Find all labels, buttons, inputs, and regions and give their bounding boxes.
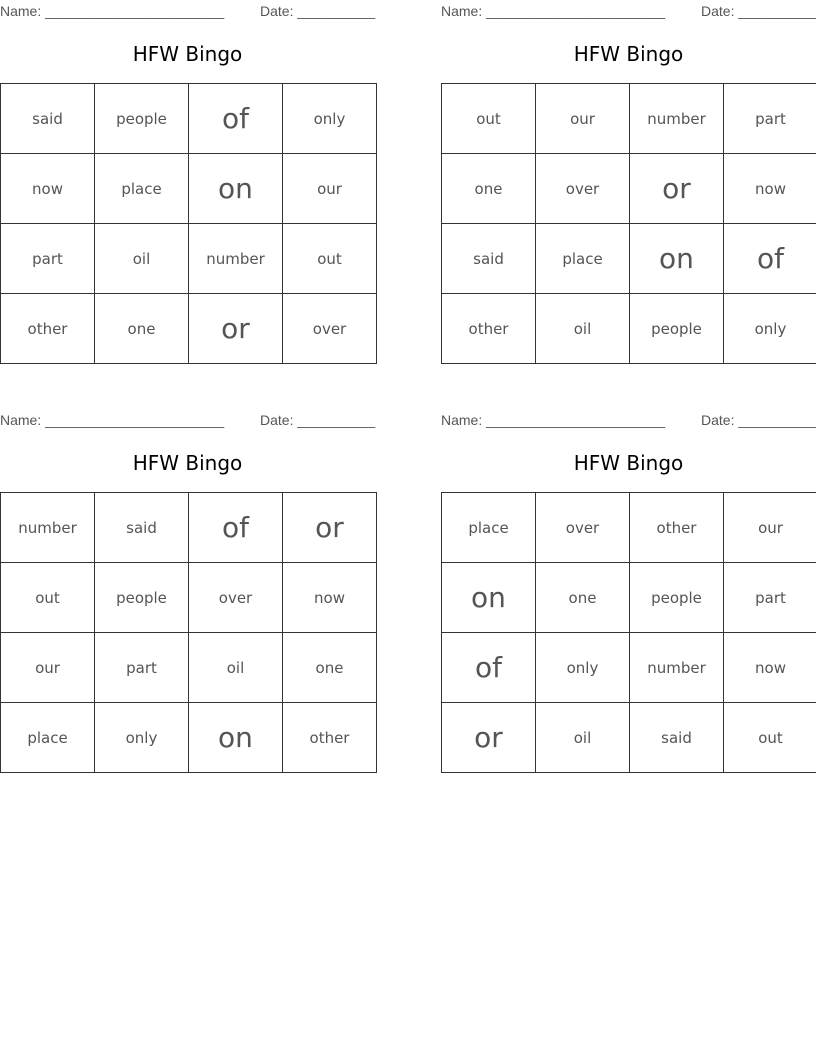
grid-cell: of bbox=[189, 84, 283, 154]
grid-row bbox=[442, 633, 816, 703]
card-title: HFW Bingo bbox=[573, 42, 684, 66]
grid-cell: out bbox=[724, 703, 816, 773]
grid-row bbox=[442, 154, 816, 224]
grid-cell: on bbox=[189, 703, 283, 773]
bingo-grid bbox=[0, 83, 377, 364]
grid-row bbox=[442, 224, 816, 294]
grid-cell: oil bbox=[189, 633, 283, 703]
grid-row bbox=[442, 84, 816, 154]
grid-cell: people bbox=[630, 563, 724, 633]
grid-cell: other bbox=[442, 294, 536, 364]
grid-row bbox=[442, 563, 816, 633]
name-date-row bbox=[0, 3, 375, 19]
grid-cell: over bbox=[536, 493, 630, 563]
grid-row bbox=[442, 703, 816, 773]
name-line: Name: _______________________ bbox=[441, 3, 666, 19]
grid-cell: other bbox=[283, 703, 377, 773]
date-line: Date: __________ bbox=[701, 3, 816, 19]
grid-cell: or bbox=[283, 493, 377, 563]
grid-cell: oil bbox=[536, 703, 630, 773]
grid-cell: only bbox=[95, 703, 189, 773]
grid-cell: one bbox=[442, 154, 536, 224]
grid-cell: our bbox=[724, 493, 816, 563]
grid-cell: number bbox=[630, 633, 724, 703]
grid-cell: place bbox=[536, 224, 630, 294]
grid-cell: or bbox=[630, 154, 724, 224]
grid-cell: or bbox=[189, 294, 283, 364]
grid-cell: out bbox=[1, 563, 95, 633]
grid-row bbox=[1, 224, 377, 294]
grid-cell: only bbox=[283, 84, 377, 154]
grid-row bbox=[1, 294, 377, 364]
grid-cell: number bbox=[630, 84, 724, 154]
grid-cell: place bbox=[442, 493, 536, 563]
grid-cell: people bbox=[630, 294, 724, 364]
name-date-row bbox=[441, 3, 816, 19]
grid-cell: over bbox=[189, 563, 283, 633]
grid-cell: of bbox=[189, 493, 283, 563]
card-title: HFW Bingo bbox=[573, 451, 684, 475]
bingo-grid bbox=[441, 83, 816, 364]
grid-cell: said bbox=[442, 224, 536, 294]
card-title: HFW Bingo bbox=[132, 451, 243, 475]
grid-cell: our bbox=[1, 633, 95, 703]
grid-cell: place bbox=[1, 703, 95, 773]
name-line: Name: _______________________ bbox=[441, 412, 666, 428]
bingo-card-1 bbox=[0, 0, 375, 365]
grid-cell: part bbox=[95, 633, 189, 703]
grid-row bbox=[442, 493, 816, 563]
grid-cell: one bbox=[283, 633, 377, 703]
grid-cell: of bbox=[442, 633, 536, 703]
date-line: Date: __________ bbox=[701, 412, 816, 428]
grid-row bbox=[1, 703, 377, 773]
grid-cell: people bbox=[95, 563, 189, 633]
grid-cell: over bbox=[536, 154, 630, 224]
grid-cell: oil bbox=[95, 224, 189, 294]
grid-cell: said bbox=[630, 703, 724, 773]
grid-cell: part bbox=[1, 224, 95, 294]
grid-cell: of bbox=[724, 224, 816, 294]
grid-row bbox=[1, 633, 377, 703]
grid-cell: over bbox=[283, 294, 377, 364]
grid-cell: people bbox=[95, 84, 189, 154]
grid-cell: part bbox=[724, 84, 816, 154]
grid-cell: now bbox=[724, 154, 816, 224]
grid-cell: said bbox=[95, 493, 189, 563]
name-date-row bbox=[0, 412, 375, 428]
bingo-card-2 bbox=[441, 0, 816, 365]
name-date-row bbox=[441, 412, 816, 428]
grid-cell: number bbox=[1, 493, 95, 563]
grid-row bbox=[442, 294, 816, 364]
card-title: HFW Bingo bbox=[132, 42, 243, 66]
grid-cell: our bbox=[283, 154, 377, 224]
grid-cell: one bbox=[95, 294, 189, 364]
grid-cell: our bbox=[536, 84, 630, 154]
grid-cell: out bbox=[442, 84, 536, 154]
grid-cell: on bbox=[189, 154, 283, 224]
grid-row bbox=[1, 154, 377, 224]
grid-cell: number bbox=[189, 224, 283, 294]
date-line: Date: __________ bbox=[260, 3, 376, 19]
grid-cell: one bbox=[536, 563, 630, 633]
grid-row bbox=[1, 84, 377, 154]
name-line: Name: _______________________ bbox=[0, 412, 225, 428]
grid-cell: other bbox=[1, 294, 95, 364]
grid-cell: on bbox=[442, 563, 536, 633]
grid-cell: now bbox=[283, 563, 377, 633]
grid-cell: now bbox=[724, 633, 816, 703]
grid-cell: place bbox=[95, 154, 189, 224]
date-line: Date: __________ bbox=[260, 412, 376, 428]
grid-cell: oil bbox=[536, 294, 630, 364]
bingo-grid bbox=[0, 492, 377, 773]
grid-cell: only bbox=[724, 294, 816, 364]
grid-cell: or bbox=[442, 703, 536, 773]
grid-cell: only bbox=[536, 633, 630, 703]
bingo-grid bbox=[441, 492, 816, 773]
grid-cell: now bbox=[1, 154, 95, 224]
name-line: Name: _______________________ bbox=[0, 3, 225, 19]
grid-cell: out bbox=[283, 224, 377, 294]
grid-cell: on bbox=[630, 224, 724, 294]
grid-row bbox=[1, 563, 377, 633]
grid-cell: other bbox=[630, 493, 724, 563]
grid-cell: part bbox=[724, 563, 816, 633]
bingo-card-4 bbox=[441, 409, 816, 774]
grid-row bbox=[1, 493, 377, 563]
bingo-card-3 bbox=[0, 409, 375, 774]
grid-cell: said bbox=[1, 84, 95, 154]
